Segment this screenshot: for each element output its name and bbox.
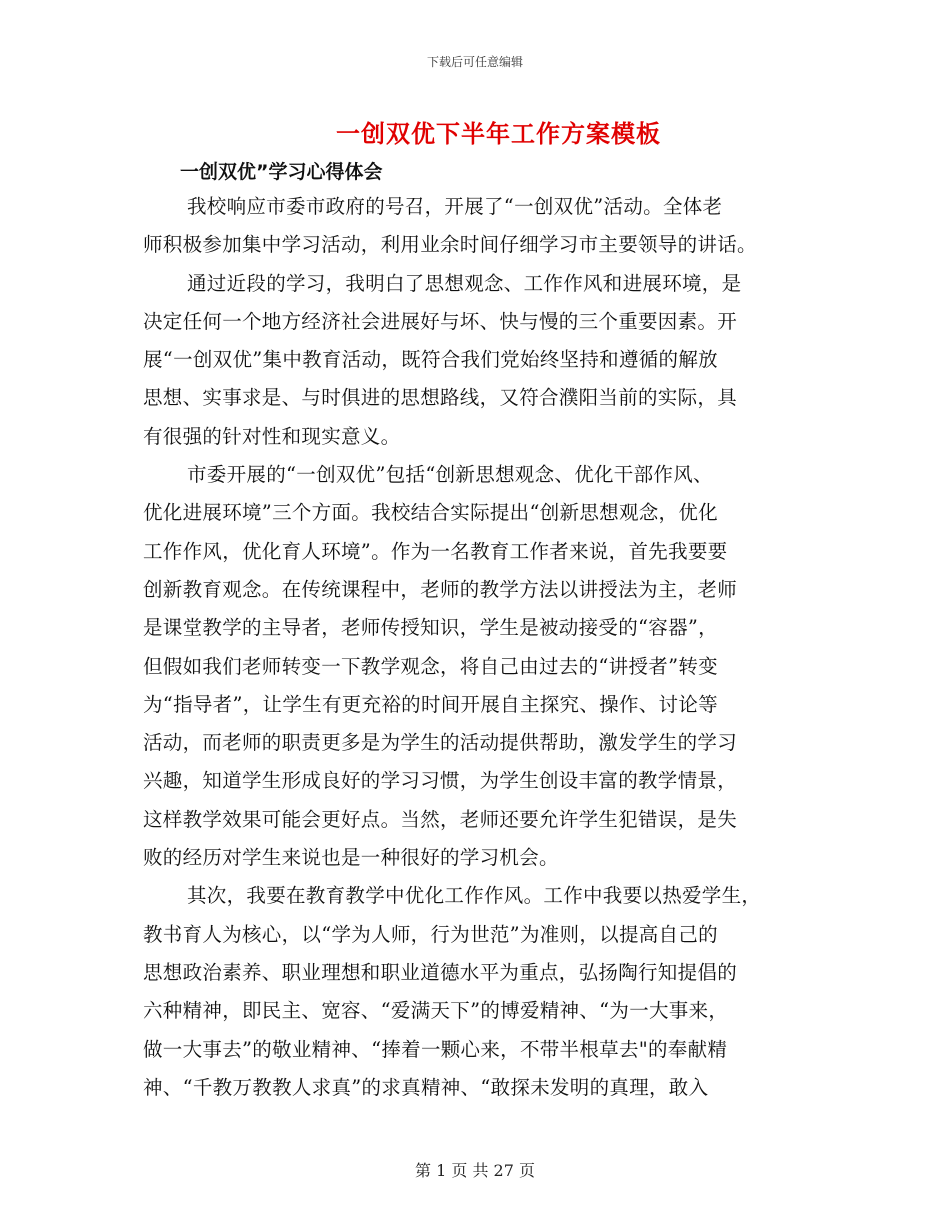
document-subtitle: 一创双优”学习心得体会	[180, 161, 383, 183]
paragraph-line: 创新教育观念。在传统课程中，老师的教学方法以讲授法为主，老师	[143, 577, 738, 601]
page-number: 第 1 页 共 27 页	[415, 1161, 535, 1180]
paragraph-line: 活动，而老师的职责更多是为学生的活动提供帮助，激发学生的学习	[143, 731, 738, 755]
paragraph-line: 但假如我们老师转变一下教学观念，将自己由过去的“讲授者”转变	[143, 654, 718, 678]
paragraph-line: 工作作风，优化育人环境”。作为一名教育工作者来说，首先我要要	[143, 539, 728, 563]
header-note: 下载后可任意编辑	[426, 55, 523, 69]
paragraph-line: 市委开展的“一创双优”包括“创新思想观念、优化干部作风、	[187, 463, 713, 487]
paragraph-line: 展“一创双优”集中教育活动，既符合我们党始终坚持和遵循的解放	[143, 348, 718, 372]
paragraph-line: 兴趣，知道学生形成良好的学习习惯，为学生创设丰富的教学情景，	[143, 769, 738, 793]
paragraph-line: 神、“千教万教教人求真”的求真精神、“敢探未发明的真理，敢入	[143, 1075, 709, 1099]
paragraph-line: 这样教学效果可能会更好点。当然，老师还要允许学生犯错误，是失	[143, 807, 738, 831]
paragraph-line: 通过近段的学习，我明白了思想观念、工作作风和进展环境，是	[187, 271, 742, 295]
paragraph-line: 六种精神，即民主、宽容、“爱满天下”的博爱精神、“为一大事来，	[143, 999, 729, 1023]
paragraph-line: 败的经历对学生来说也是一种很好的学习机会。	[143, 846, 559, 870]
paragraph-line: 为“指导者”，让学生有更充裕的时间开展自主探究、操作、讨论等	[143, 692, 718, 716]
document-title: 一创双优下半年工作方案模板	[336, 120, 661, 148]
paragraph-line: 做一大事去”的敬业精神、“捧着一颗心来，不带半根草去"的奉献精	[143, 1037, 728, 1061]
body-text	[143, 188, 808, 1107]
paragraph-line: 思想、实事求是、与时俱进的思想路线，又符合濮阳当前的实际，具	[143, 386, 738, 410]
paragraph-line: 师积极参加集中学习活动，利用业余时间仔细学习市主要领导的讲话。	[143, 233, 757, 257]
paragraph-line: 其次，我要在教育教学中优化工作作风。工作中我要以热爱学生，	[187, 884, 762, 908]
paragraph-line: 是课堂教学的主导者，老师传授知识，学生是被动接受的“容器”，	[143, 616, 718, 640]
paragraph-line: 决定任何一个地方经济社会进展好与坏、快与慢的三个重要因素。开	[143, 309, 738, 333]
paragraph-line: 思想政治素养、职业理想和职业道德水平为重点，弘扬陶行知提倡的	[143, 960, 738, 984]
paragraph-line: 我校响应市委市政府的号召，开展了“一创双优”活动。全体老	[187, 195, 723, 218]
paragraph-line: 有很强的针对性和现实意义。	[143, 424, 401, 448]
paragraph-line: 教书育人为核心，以“学为人师，行为世范”为准则，以提高自己的	[143, 922, 718, 946]
paragraph-line: 优化进展环境”三个方面。我校结合实际提出“创新思想观念，优化	[143, 501, 718, 525]
